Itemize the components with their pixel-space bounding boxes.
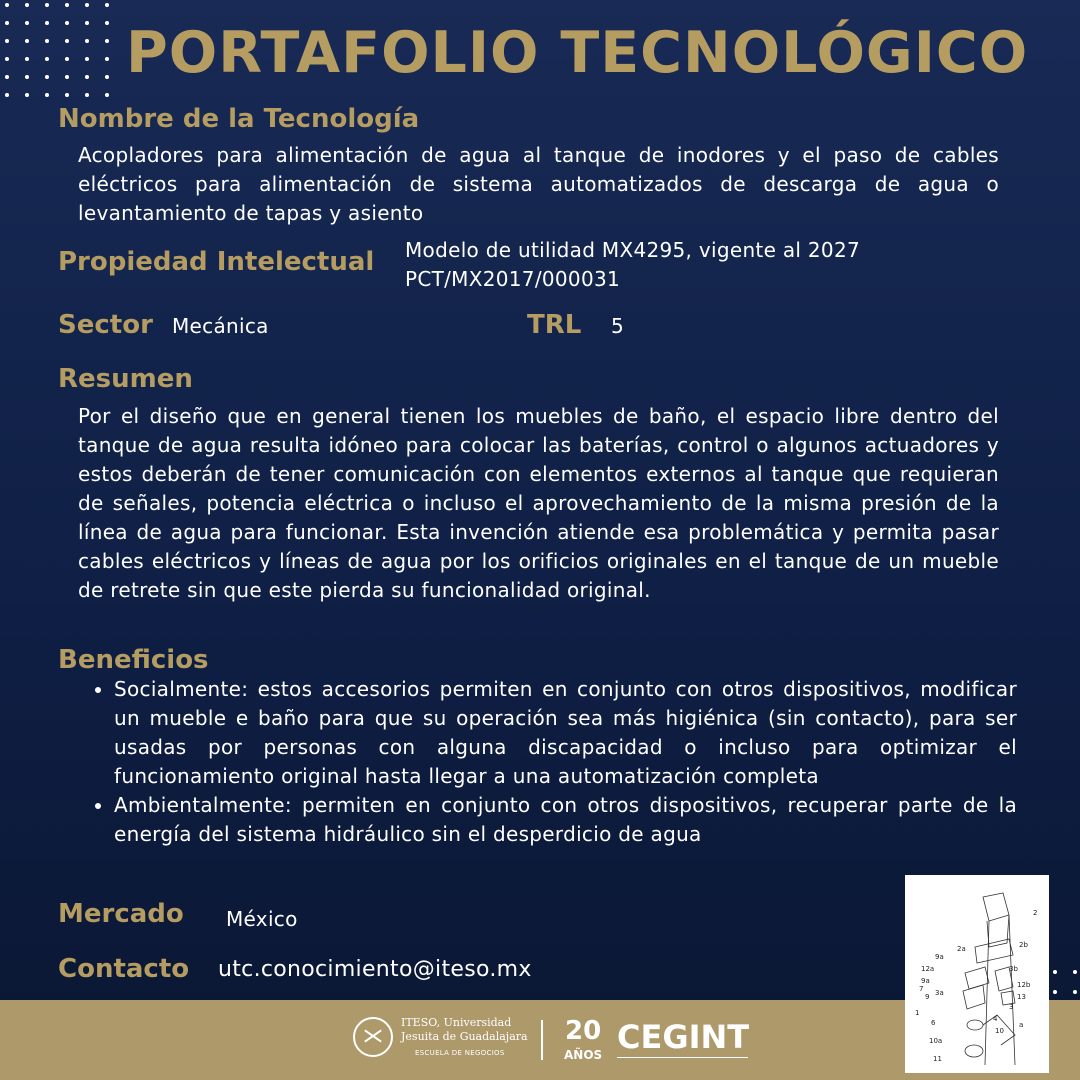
drawing-part-label: 9a [935, 953, 944, 961]
iteso-name-line-1: ITESO, Universidad [401, 1016, 512, 1029]
drawing-part-label: 7 [919, 985, 924, 993]
contact-heading: Contacto [58, 954, 190, 984]
drawing-part-label: 6 [931, 1019, 936, 1027]
market-value: México [226, 907, 298, 931]
decorative-dot [45, 75, 49, 79]
decorative-dot [105, 21, 109, 25]
sector-value: Mecánica [172, 314, 269, 338]
decorative-dot [105, 57, 109, 61]
benefit-social: • Socialmente: estos accesorios permiten en conjunto con otros dispositivos, modificar un mueble e baño para que su operación sea más higiénica (sin contacto), para ser usadas por personas con alguna discapacidad o incluso para optimizar el funcionamiento original hasta llegar a una automatización completa [114, 675, 1017, 791]
technology-name-text: Acopladores para alimentación de agua al tanque de inodores y el paso de cables eléctricos para alimentación de sistema automatizados de descarga de agua o levantamiento de tapas y asiento [78, 143, 999, 225]
drawing-part-label: 12a [921, 965, 935, 973]
drawing-part-label: 13 [1017, 993, 1026, 1001]
decorative-dot [105, 75, 109, 79]
drawing-part-label: 4 [993, 1015, 998, 1023]
decorative-dot [5, 75, 9, 79]
decorative-dot [25, 3, 29, 7]
decorative-dot [25, 39, 29, 43]
intellectual-property-line-1: Modelo de utilidad MX4295, vigente al 2027 [405, 238, 861, 262]
decorative-dot [45, 57, 49, 61]
drawing-part-label: 3a [935, 989, 944, 997]
decorative-dot [1073, 970, 1077, 974]
decorative-dot-grid-top-left [5, 3, 125, 111]
iteso-school: ESCUELA DE NEGOCIOS [415, 1049, 505, 1057]
cegint-underline [617, 1057, 748, 1058]
technical-drawing [905, 875, 1049, 1073]
decorative-dot [25, 57, 29, 61]
decorative-dot [65, 75, 69, 79]
trl-value: 5 [611, 314, 625, 338]
decorative-dot [1073, 990, 1077, 994]
decorative-dot [65, 3, 69, 7]
benefits-heading: Beneficios [58, 645, 209, 675]
contact-email[interactable]: utc.conocimiento@iteso.mx [218, 957, 532, 982]
drawing-part-label: 2 [1033, 909, 1038, 917]
decorative-dot [25, 21, 29, 25]
decorative-dot [5, 93, 9, 97]
drawing-part-label: a [1019, 1021, 1024, 1029]
page-title: PORTAFOLIO TECNOLÓGICO [126, 20, 1029, 86]
technology-name-heading: Nombre de la Tecnología [58, 104, 420, 134]
drawing-part-label: 3 [1009, 1003, 1014, 1011]
decorative-dot [105, 93, 109, 97]
drawing-part-label: 9 [925, 993, 930, 1001]
decorative-dot [5, 39, 9, 43]
decorative-dot [45, 93, 49, 97]
drawing-part-label: 12b [1017, 981, 1031, 989]
iteso-logo-icon [353, 1017, 393, 1057]
decorative-dot [25, 93, 29, 97]
decorative-dot [85, 75, 89, 79]
decorative-dot [85, 93, 89, 97]
drawing-part-label: 2a [957, 945, 966, 953]
decorative-dot [65, 57, 69, 61]
decorative-dot [105, 39, 109, 43]
decorative-dot [5, 57, 9, 61]
decorative-dot [45, 21, 49, 25]
intellectual-property-line-2: PCT/MX2017/000031 [405, 267, 621, 291]
decorative-dot [85, 21, 89, 25]
benefit-environmental: • Ambientalmente: permiten en conjunto con otros dispositivos, recuperar parte de la energía del sistema hidráulico sin el desperdicio de agua [114, 791, 1017, 849]
decorative-dot [85, 57, 89, 61]
anniversary-number: 20 [565, 1016, 602, 1046]
summary-text: Por el diseño que en general tienen los muebles de baño, el espacio libre dentro del tanque de agua resulta idóneo para colocar las baterías, control o algunos actuadores y estos deberán de tener comunicación con elementos externos al tanque que requieran de señales, potencia eléctrica o incluso el aprovechamiento de la misma presión de la línea de agua para funcionar. Esta invención atiende esa problemática y permita pasar cables eléctricos y líneas de agua por los orificios originales en el tanque de un mueble de retrete sin que este pierda su funcionalidad original. [78, 404, 999, 602]
cegint-brand: CEGINT [617, 1018, 750, 1056]
sector-heading: Sector [58, 310, 153, 340]
decorative-dot [85, 39, 89, 43]
drawing-part-label: 3b [1009, 965, 1018, 973]
decorative-dot [5, 3, 9, 7]
decorative-dot [1053, 970, 1057, 974]
drawing-part-label: 10 [995, 1027, 1004, 1035]
decorative-dot [105, 3, 109, 7]
decorative-dot [65, 39, 69, 43]
drawing-part-label: 1 [915, 1009, 920, 1017]
trl-heading: TRL [527, 310, 582, 340]
decorative-dot [5, 21, 9, 25]
drawing-part-label: 2b [1019, 941, 1028, 949]
decorative-dot [85, 3, 89, 7]
summary-heading: Resumen [58, 364, 193, 394]
drawing-part-label: 11 [933, 1055, 942, 1063]
decorative-dot [1053, 990, 1057, 994]
decorative-dot [45, 39, 49, 43]
decorative-dot [25, 75, 29, 79]
decorative-dot [65, 21, 69, 25]
iteso-name-line-2: Jesuita de Guadalajara [401, 1030, 528, 1043]
benefits-list [96, 675, 1017, 849]
market-heading: Mercado [58, 899, 184, 929]
decorative-dot [65, 93, 69, 97]
intellectual-property-heading: Propiedad Intelectual [58, 247, 375, 277]
decorative-dot [45, 3, 49, 7]
drawing-part-label: 9a [921, 977, 930, 985]
anniversary-word: AÑOS [564, 1048, 603, 1062]
footer-divider [541, 1020, 543, 1060]
drawing-part-label: 10a [929, 1037, 943, 1045]
